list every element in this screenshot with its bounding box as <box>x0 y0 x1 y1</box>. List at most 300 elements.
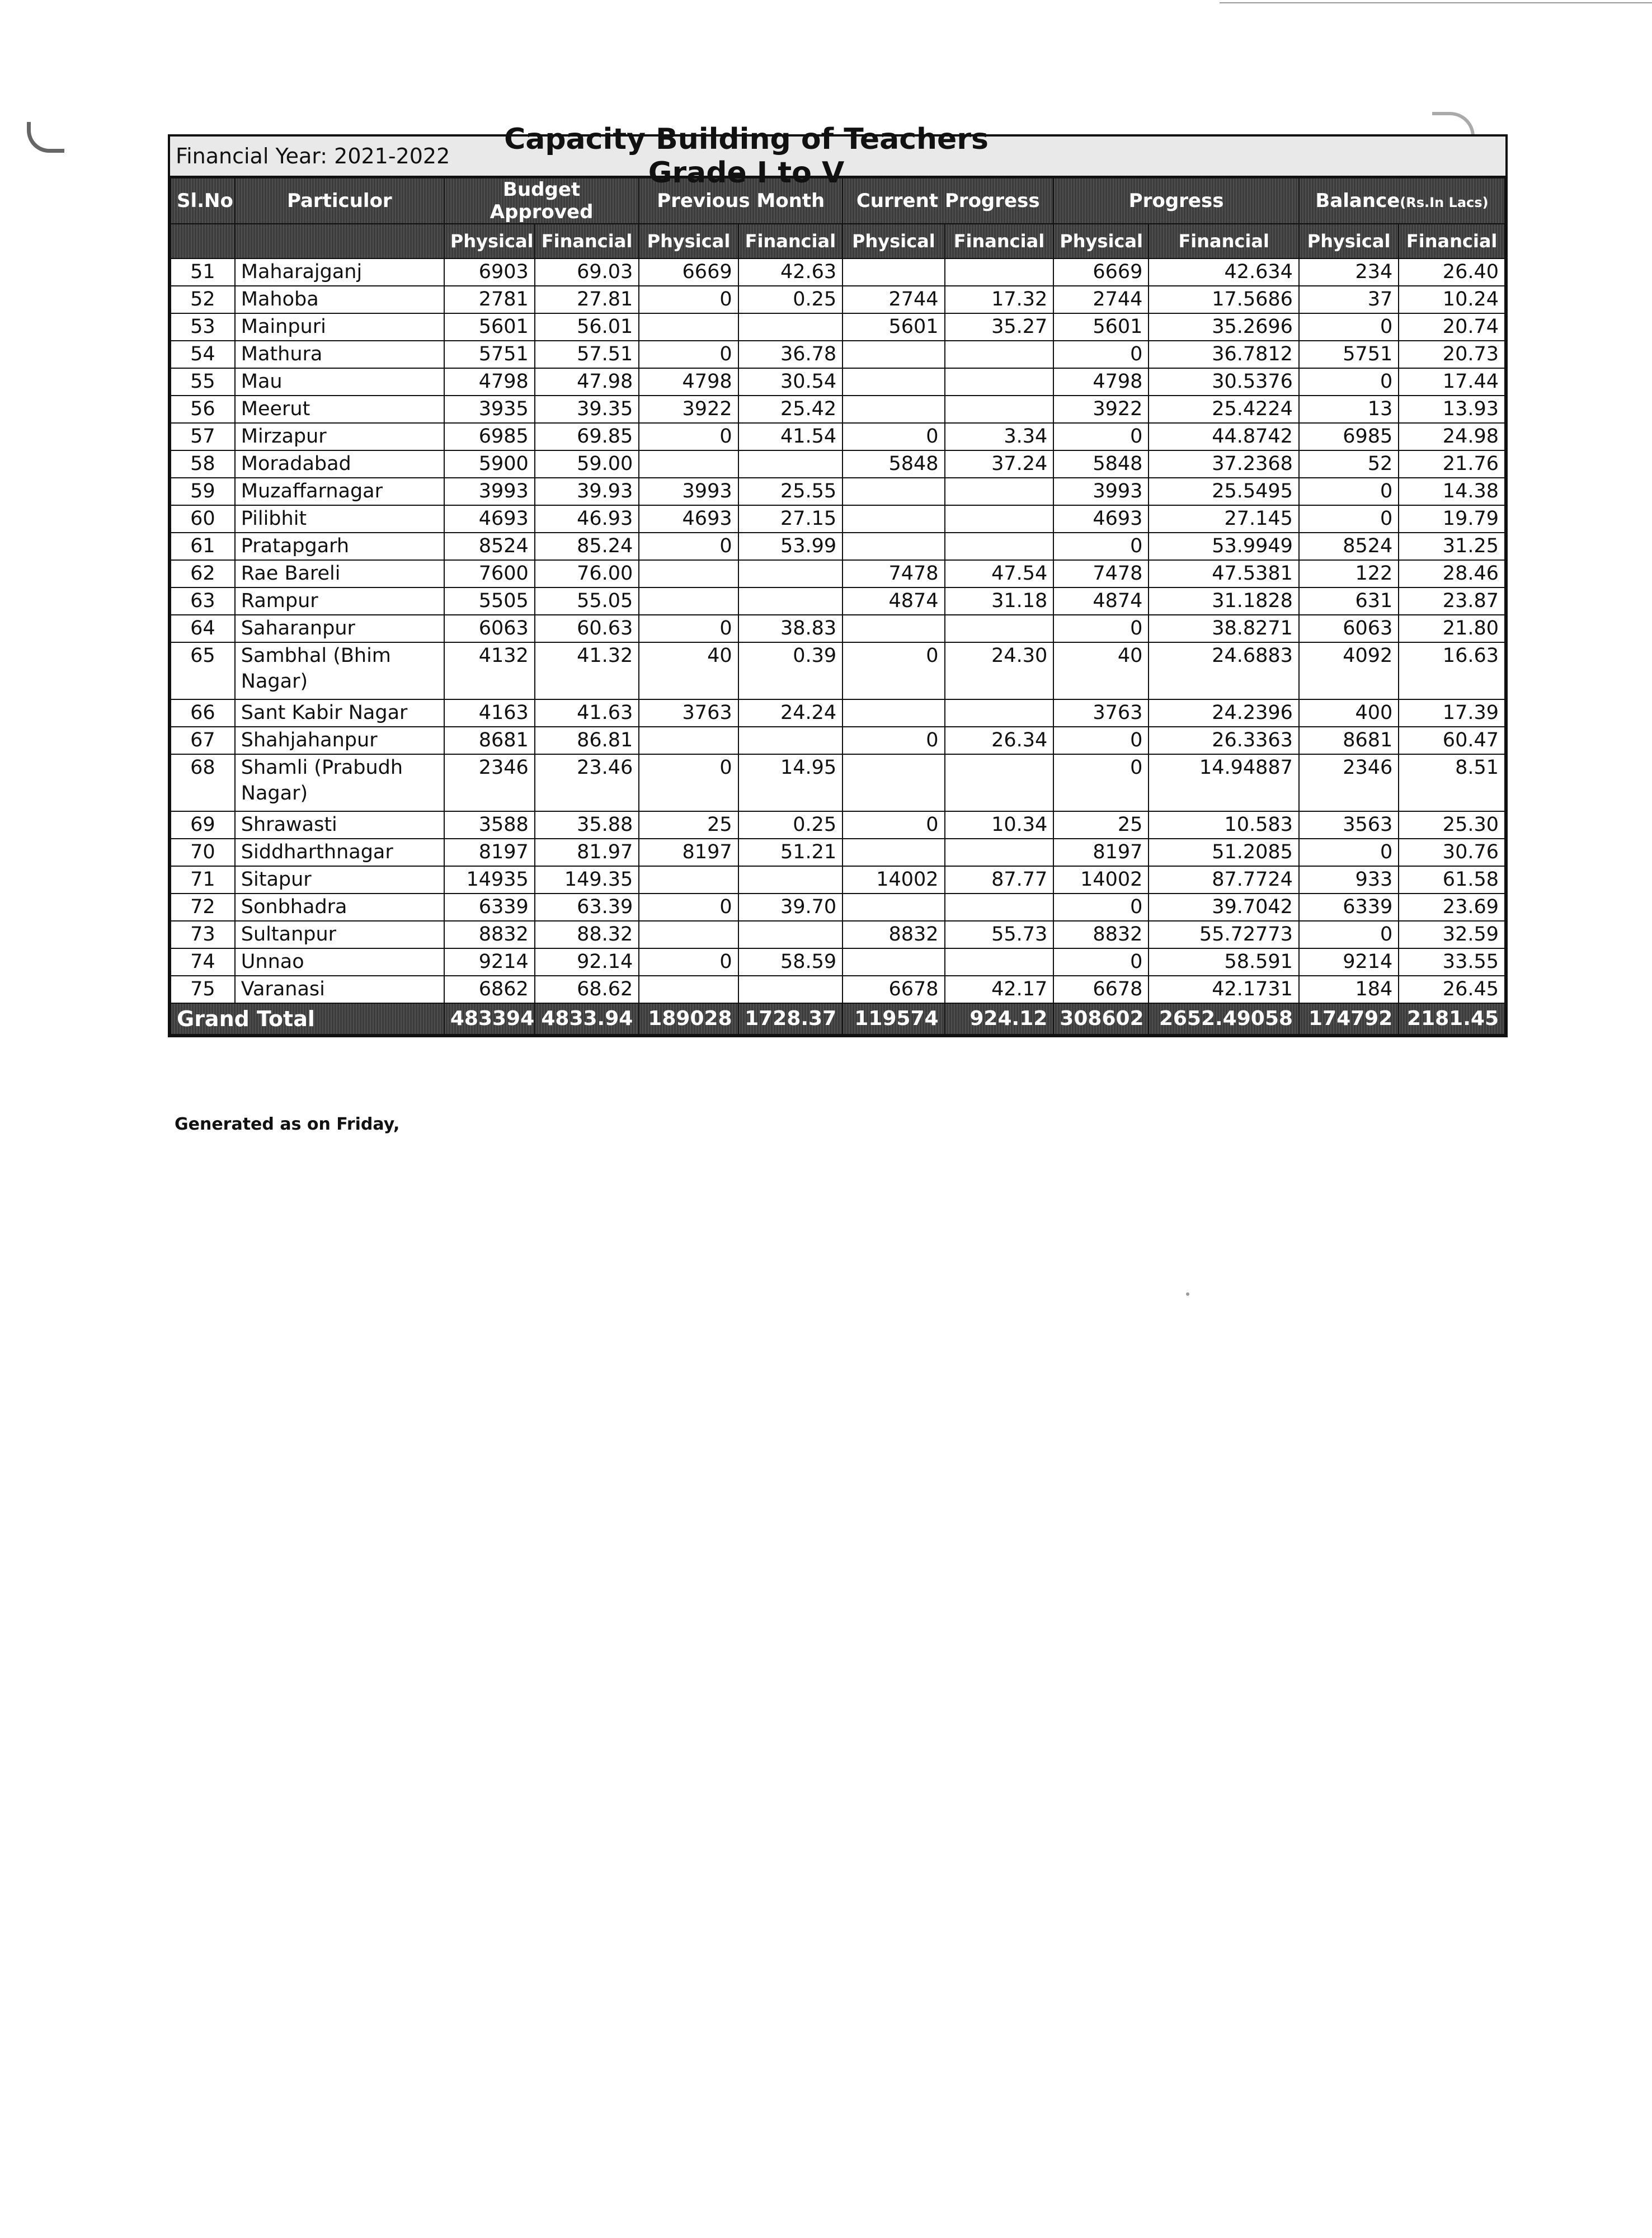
cell-sl-no: 63 <box>171 587 235 615</box>
cell-current-physical <box>843 754 944 811</box>
cell-sl-no: 56 <box>171 396 235 423</box>
cell-progress-financial: 14.94887 <box>1149 754 1299 811</box>
cell-current-financial: 3.34 <box>945 423 1054 450</box>
cell-current-physical <box>843 533 944 560</box>
cell-budget-physical: 6985 <box>444 423 535 450</box>
col-balance <box>1299 178 1505 224</box>
cell-current-physical <box>843 699 944 727</box>
cell-district: Sitapur <box>235 866 444 894</box>
cell-budget-financial: 85.24 <box>535 533 639 560</box>
cell-balance-physical: 2346 <box>1299 754 1399 811</box>
cell-balance-financial: 17.44 <box>1399 368 1505 396</box>
cell-prev-financial: 30.54 <box>738 368 843 396</box>
cell-prev-financial: 36.78 <box>738 341 843 368</box>
cell-sl-no: 69 <box>171 811 235 839</box>
table-row <box>171 368 1505 396</box>
cell-balance-financial: 19.79 <box>1399 505 1505 533</box>
cell-budget-financial: 69.85 <box>535 423 639 450</box>
cell-progress-financial: 31.1828 <box>1149 587 1299 615</box>
cell-balance-physical: 184 <box>1299 976 1399 1003</box>
cell-current-financial <box>945 396 1054 423</box>
cell-current-financial: 87.77 <box>945 866 1054 894</box>
cell-district: Saharanpur <box>235 615 444 642</box>
cell-balance-financial: 23.69 <box>1399 894 1505 921</box>
table-row <box>171 811 1505 839</box>
cell-progress-physical: 4798 <box>1053 368 1149 396</box>
cell-prev-physical <box>639 313 738 341</box>
cell-progress-financial: 53.9949 <box>1149 533 1299 560</box>
cell-balance-physical: 400 <box>1299 699 1399 727</box>
cell-sl-no: 59 <box>171 478 235 505</box>
table-row <box>171 396 1505 423</box>
cell-prev-financial: 41.54 <box>738 423 843 450</box>
cell-progress-physical: 6678 <box>1053 976 1149 1003</box>
table-row <box>171 286 1505 313</box>
cell-prev-physical: 3993 <box>639 478 738 505</box>
cell-progress-physical: 6669 <box>1053 258 1149 286</box>
cell-progress-financial: 10.583 <box>1149 811 1299 839</box>
table-row <box>171 921 1505 948</box>
cell-district: Unnao <box>235 948 444 976</box>
cell-balance-physical: 0 <box>1299 921 1399 948</box>
cell-current-financial <box>945 533 1054 560</box>
sub-financial: Financial <box>945 224 1054 258</box>
cell-balance-financial: 17.39 <box>1399 699 1505 727</box>
table-row <box>171 642 1505 699</box>
cell-sl-no: 55 <box>171 368 235 396</box>
cell-balance-financial: 32.59 <box>1399 921 1505 948</box>
cell-balance-physical: 0 <box>1299 505 1399 533</box>
cell-progress-physical: 8197 <box>1053 839 1149 866</box>
cell-district: Shrawasti <box>235 811 444 839</box>
cell-balance-financial: 26.40 <box>1399 258 1505 286</box>
title-bar <box>170 123 1505 190</box>
cell-sl-no: 58 <box>171 450 235 478</box>
cell-progress-physical: 0 <box>1053 894 1149 921</box>
cell-balance-physical: 0 <box>1299 368 1399 396</box>
cell-current-physical <box>843 368 944 396</box>
cell-prev-financial: 25.42 <box>738 396 843 423</box>
cell-budget-financial: 92.14 <box>535 948 639 976</box>
cell-balance-physical: 37 <box>1299 286 1399 313</box>
cell-budget-physical: 4798 <box>444 368 535 396</box>
cell-prev-physical: 4798 <box>639 368 738 396</box>
cell-progress-financial: 24.6883 <box>1149 642 1299 699</box>
cell-budget-financial: 41.63 <box>535 699 639 727</box>
cell-prev-physical <box>639 921 738 948</box>
cell-current-physical <box>843 894 944 921</box>
cell-budget-financial: 88.32 <box>535 921 639 948</box>
total-current-financial: 924.12 <box>945 1003 1054 1035</box>
cell-current-financial <box>945 754 1054 811</box>
table-row <box>171 505 1505 533</box>
cell-balance-financial: 30.76 <box>1399 839 1505 866</box>
cell-balance-physical: 933 <box>1299 866 1399 894</box>
cell-current-financial: 24.30 <box>945 642 1054 699</box>
cell-prev-financial <box>738 727 843 754</box>
cell-progress-physical: 0 <box>1053 727 1149 754</box>
cell-district: Maharajganj <box>235 258 444 286</box>
cell-budget-physical: 5505 <box>444 587 535 615</box>
col-budget-approved: Budget Approved <box>444 178 639 224</box>
cell-district: Siddharthnagar <box>235 839 444 866</box>
cell-budget-physical: 5601 <box>444 313 535 341</box>
sub-blank <box>235 224 444 258</box>
cell-prev-physical: 8197 <box>639 839 738 866</box>
cell-balance-financial: 8.51 <box>1399 754 1505 811</box>
sub-blank <box>171 224 235 258</box>
cell-prev-financial: 39.70 <box>738 894 843 921</box>
cell-prev-financial: 42.63 <box>738 258 843 286</box>
cell-sl-no: 62 <box>171 560 235 587</box>
cell-current-financial: 55.73 <box>945 921 1054 948</box>
cell-prev-financial: 27.15 <box>738 505 843 533</box>
cell-current-financial: 10.34 <box>945 811 1054 839</box>
cell-balance-financial: 10.24 <box>1399 286 1505 313</box>
col-previous-month: Previous Month <box>639 178 843 224</box>
cell-prev-physical: 0 <box>639 423 738 450</box>
cell-prev-physical: 25 <box>639 811 738 839</box>
cell-district: Varanasi <box>235 976 444 1003</box>
cell-progress-physical: 0 <box>1053 533 1149 560</box>
cell-sl-no: 74 <box>171 948 235 976</box>
cell-current-financial <box>945 894 1054 921</box>
page-edge-line <box>1220 2 1652 3</box>
cell-progress-financial: 42.634 <box>1149 258 1299 286</box>
cell-progress-financial: 38.8271 <box>1149 615 1299 642</box>
cell-balance-financial: 24.98 <box>1399 423 1505 450</box>
scan-speck <box>1186 1292 1189 1296</box>
grand-total-row <box>171 1003 1505 1035</box>
cell-progress-financial: 47.5381 <box>1149 560 1299 587</box>
col-progress: Progress <box>1053 178 1299 224</box>
cell-budget-physical: 6339 <box>444 894 535 921</box>
cell-sl-no: 61 <box>171 533 235 560</box>
cell-sl-no: 65 <box>171 642 235 699</box>
cell-sl-no: 66 <box>171 699 235 727</box>
cell-district: Sant Kabir Nagar <box>235 699 444 727</box>
cell-prev-financial <box>738 587 843 615</box>
cell-current-physical <box>843 258 944 286</box>
cell-prev-financial: 0.39 <box>738 642 843 699</box>
cell-prev-physical: 0 <box>639 894 738 921</box>
cell-budget-physical: 3588 <box>444 811 535 839</box>
cell-prev-physical: 0 <box>639 615 738 642</box>
total-budget-physical: 483394 <box>444 1003 535 1035</box>
cell-current-financial: 37.24 <box>945 450 1054 478</box>
cell-current-physical: 5848 <box>843 450 944 478</box>
cell-prev-physical: 0 <box>639 948 738 976</box>
cell-current-physical: 0 <box>843 642 944 699</box>
cell-prev-financial <box>738 560 843 587</box>
cell-balance-physical: 9214 <box>1299 948 1399 976</box>
cell-sl-no: 57 <box>171 423 235 450</box>
cell-current-physical <box>843 948 944 976</box>
cell-budget-physical: 6903 <box>444 258 535 286</box>
cell-balance-physical: 3563 <box>1299 811 1399 839</box>
cell-progress-financial: 58.591 <box>1149 948 1299 976</box>
cell-district: Rae Bareli <box>235 560 444 587</box>
cell-prev-financial <box>738 866 843 894</box>
table-body <box>171 258 1505 1003</box>
cell-sl-no: 54 <box>171 341 235 368</box>
cell-prev-physical: 0 <box>639 533 738 560</box>
cell-district: Shamli (Prabudh Nagar) <box>235 754 444 811</box>
cell-prev-financial: 51.21 <box>738 839 843 866</box>
cell-progress-financial: 17.5686 <box>1149 286 1299 313</box>
cell-prev-financial: 24.24 <box>738 699 843 727</box>
cell-progress-financial: 51.2085 <box>1149 839 1299 866</box>
table-row <box>171 478 1505 505</box>
cell-budget-physical: 4132 <box>444 642 535 699</box>
cell-balance-physical: 6985 <box>1299 423 1399 450</box>
cell-budget-physical: 4693 <box>444 505 535 533</box>
cell-balance-financial: 20.73 <box>1399 341 1505 368</box>
cell-sl-no: 67 <box>171 727 235 754</box>
cell-prev-financial: 25.55 <box>738 478 843 505</box>
cell-progress-financial: 35.2696 <box>1149 313 1299 341</box>
table-row <box>171 560 1505 587</box>
cell-progress-financial: 26.3363 <box>1149 727 1299 754</box>
cell-prev-physical: 0 <box>639 341 738 368</box>
cell-progress-physical: 4693 <box>1053 505 1149 533</box>
cell-budget-financial: 81.97 <box>535 839 639 866</box>
financial-year: Financial Year: 2021-2022 <box>176 144 450 168</box>
sub-physical: Physical <box>1053 224 1149 258</box>
cell-prev-physical: 6669 <box>639 258 738 286</box>
cell-progress-physical: 2744 <box>1053 286 1149 313</box>
table-row <box>171 533 1505 560</box>
cell-current-financial <box>945 258 1054 286</box>
cell-prev-physical: 0 <box>639 754 738 811</box>
cell-balance-physical: 631 <box>1299 587 1399 615</box>
cell-balance-financial: 33.55 <box>1399 948 1505 976</box>
cell-prev-physical: 4693 <box>639 505 738 533</box>
cell-prev-physical <box>639 450 738 478</box>
total-progress-physical: 308602 <box>1053 1003 1149 1035</box>
cell-current-physical: 0 <box>843 423 944 450</box>
cell-prev-physical <box>639 727 738 754</box>
table-row <box>171 615 1505 642</box>
cell-progress-physical: 40 <box>1053 642 1149 699</box>
cell-prev-financial: 58.59 <box>738 948 843 976</box>
cell-prev-physical: 3763 <box>639 699 738 727</box>
table-row <box>171 976 1505 1003</box>
cell-progress-physical: 0 <box>1053 423 1149 450</box>
cell-prev-financial: 53.99 <box>738 533 843 560</box>
cell-balance-physical: 4092 <box>1299 642 1399 699</box>
cell-district: Muzaffarnagar <box>235 478 444 505</box>
table-row <box>171 948 1505 976</box>
sub-financial: Financial <box>1399 224 1505 258</box>
cell-sl-no: 72 <box>171 894 235 921</box>
cell-current-financial <box>945 341 1054 368</box>
generated-note: Generated as on Friday, <box>175 1115 400 1134</box>
cell-sl-no: 71 <box>171 866 235 894</box>
cell-budget-physical: 14935 <box>444 866 535 894</box>
cell-prev-physical: 40 <box>639 642 738 699</box>
cell-current-financial: 42.17 <box>945 976 1054 1003</box>
cell-budget-physical: 5900 <box>444 450 535 478</box>
cell-progress-financial: 36.7812 <box>1149 341 1299 368</box>
cell-balance-physical: 122 <box>1299 560 1399 587</box>
total-progress-financial: 2652.49058 <box>1149 1003 1299 1035</box>
cell-progress-financial: 87.7724 <box>1149 866 1299 894</box>
scan-mark <box>27 122 64 153</box>
cell-progress-physical: 7478 <box>1053 560 1149 587</box>
cell-current-financial <box>945 948 1054 976</box>
cell-current-physical: 4874 <box>843 587 944 615</box>
cell-budget-financial: 76.00 <box>535 560 639 587</box>
cell-progress-physical: 3763 <box>1053 699 1149 727</box>
total-balance-physical: 174792 <box>1299 1003 1399 1035</box>
col-sl-no: Sl.No <box>171 178 235 224</box>
cell-budget-financial: 41.32 <box>535 642 639 699</box>
cell-progress-physical: 3922 <box>1053 396 1149 423</box>
report-sheet <box>168 123 1508 1037</box>
cell-district: Rampur <box>235 587 444 615</box>
cell-current-physical: 14002 <box>843 866 944 894</box>
cell-balance-physical: 8524 <box>1299 533 1399 560</box>
cell-prev-financial: 14.95 <box>738 754 843 811</box>
cell-district: Sultanpur <box>235 921 444 948</box>
cell-budget-physical: 4163 <box>444 699 535 727</box>
col-particular: Particulor <box>235 178 444 224</box>
cell-sl-no: 75 <box>171 976 235 1003</box>
cell-balance-physical: 52 <box>1299 450 1399 478</box>
total-budget-financial: 4833.94 <box>535 1003 639 1035</box>
cell-current-physical: 7478 <box>843 560 944 587</box>
cell-budget-financial: 68.62 <box>535 976 639 1003</box>
cell-balance-physical: 6339 <box>1299 894 1399 921</box>
cell-district: Moradabad <box>235 450 444 478</box>
cell-prev-physical <box>639 587 738 615</box>
cell-budget-physical: 6063 <box>444 615 535 642</box>
sub-physical: Physical <box>1299 224 1399 258</box>
cell-district: Meerut <box>235 396 444 423</box>
cell-budget-physical: 9214 <box>444 948 535 976</box>
table-row <box>171 450 1505 478</box>
cell-district: Sambhal (Bhim Nagar) <box>235 642 444 699</box>
cell-current-physical <box>843 839 944 866</box>
cell-prev-physical: 0 <box>639 286 738 313</box>
sub-financial: Financial <box>535 224 639 258</box>
cell-progress-physical: 0 <box>1053 615 1149 642</box>
cell-current-financial <box>945 505 1054 533</box>
cell-progress-financial: 55.72773 <box>1149 921 1299 948</box>
cell-budget-financial: 39.93 <box>535 478 639 505</box>
total-balance-financial: 2181.45 <box>1399 1003 1505 1035</box>
cell-progress-physical: 0 <box>1053 754 1149 811</box>
cell-budget-financial: 57.51 <box>535 341 639 368</box>
cell-prev-financial: 38.83 <box>738 615 843 642</box>
cell-prev-financial: 0.25 <box>738 286 843 313</box>
balance-unit: (Rs.In Lacs) <box>1400 195 1489 210</box>
cell-prev-financial: 0.25 <box>738 811 843 839</box>
cell-progress-physical: 8832 <box>1053 921 1149 948</box>
cell-current-physical: 6678 <box>843 976 944 1003</box>
grand-total-label: Grand Total <box>171 1003 444 1035</box>
cell-budget-physical: 5751 <box>444 341 535 368</box>
cell-progress-physical: 0 <box>1053 948 1149 976</box>
cell-current-physical: 2744 <box>843 286 944 313</box>
cell-sl-no: 53 <box>171 313 235 341</box>
cell-district: Mathura <box>235 341 444 368</box>
cell-progress-financial: 44.8742 <box>1149 423 1299 450</box>
cell-current-financial: 17.32 <box>945 286 1054 313</box>
cell-prev-financial <box>738 921 843 948</box>
sub-physical: Physical <box>639 224 738 258</box>
cell-balance-physical: 13 <box>1299 396 1399 423</box>
cell-current-physical: 0 <box>843 811 944 839</box>
cell-balance-physical: 234 <box>1299 258 1399 286</box>
cell-progress-physical: 3993 <box>1053 478 1149 505</box>
sub-financial: Financial <box>738 224 843 258</box>
sub-physical: Physical <box>444 224 535 258</box>
cell-budget-financial: 59.00 <box>535 450 639 478</box>
cell-balance-financial: 25.30 <box>1399 811 1505 839</box>
cell-district: Mainpuri <box>235 313 444 341</box>
cell-progress-financial: 25.5495 <box>1149 478 1299 505</box>
cell-balance-physical: 0 <box>1299 313 1399 341</box>
cell-progress-physical: 0 <box>1053 341 1149 368</box>
cell-budget-financial: 56.01 <box>535 313 639 341</box>
cell-current-physical <box>843 505 944 533</box>
cell-balance-financial: 16.63 <box>1399 642 1505 699</box>
cell-progress-financial: 37.2368 <box>1149 450 1299 478</box>
cell-prev-physical <box>639 976 738 1003</box>
cell-sl-no: 60 <box>171 505 235 533</box>
cell-budget-physical: 2346 <box>444 754 535 811</box>
table-row <box>171 894 1505 921</box>
cell-current-financial <box>945 615 1054 642</box>
cell-current-financial <box>945 478 1054 505</box>
cell-progress-financial: 24.2396 <box>1149 699 1299 727</box>
cell-district: Shahjahanpur <box>235 727 444 754</box>
cell-current-physical: 8832 <box>843 921 944 948</box>
cell-balance-physical: 5751 <box>1299 341 1399 368</box>
header-row-subcolumns <box>171 224 1505 258</box>
cell-current-physical <box>843 396 944 423</box>
progress-table <box>170 177 1505 1035</box>
cell-budget-financial: 35.88 <box>535 811 639 839</box>
cell-sl-no: 52 <box>171 286 235 313</box>
cell-prev-physical: 3922 <box>639 396 738 423</box>
cell-district: Mirzapur <box>235 423 444 450</box>
cell-progress-financial: 30.5376 <box>1149 368 1299 396</box>
cell-balance-financial: 28.46 <box>1399 560 1505 587</box>
report-title: Capacity Building of Teachers Grade I to V <box>504 123 989 190</box>
cell-balance-financial: 13.93 <box>1399 396 1505 423</box>
cell-district: Sonbhadra <box>235 894 444 921</box>
table-row <box>171 258 1505 286</box>
cell-current-physical <box>843 341 944 368</box>
cell-current-financial: 35.27 <box>945 313 1054 341</box>
cell-current-financial <box>945 699 1054 727</box>
cell-budget-financial: 86.81 <box>535 727 639 754</box>
total-prev-financial: 1728.37 <box>738 1003 843 1035</box>
cell-current-physical: 0 <box>843 727 944 754</box>
total-current-physical: 119574 <box>843 1003 944 1035</box>
col-current-progress: Current Progress <box>843 178 1053 224</box>
cell-progress-physical: 25 <box>1053 811 1149 839</box>
cell-prev-financial <box>738 450 843 478</box>
cell-sl-no: 68 <box>171 754 235 811</box>
table-row <box>171 587 1505 615</box>
cell-current-physical: 5601 <box>843 313 944 341</box>
cell-district: Pratapgarh <box>235 533 444 560</box>
cell-budget-financial: 47.98 <box>535 368 639 396</box>
